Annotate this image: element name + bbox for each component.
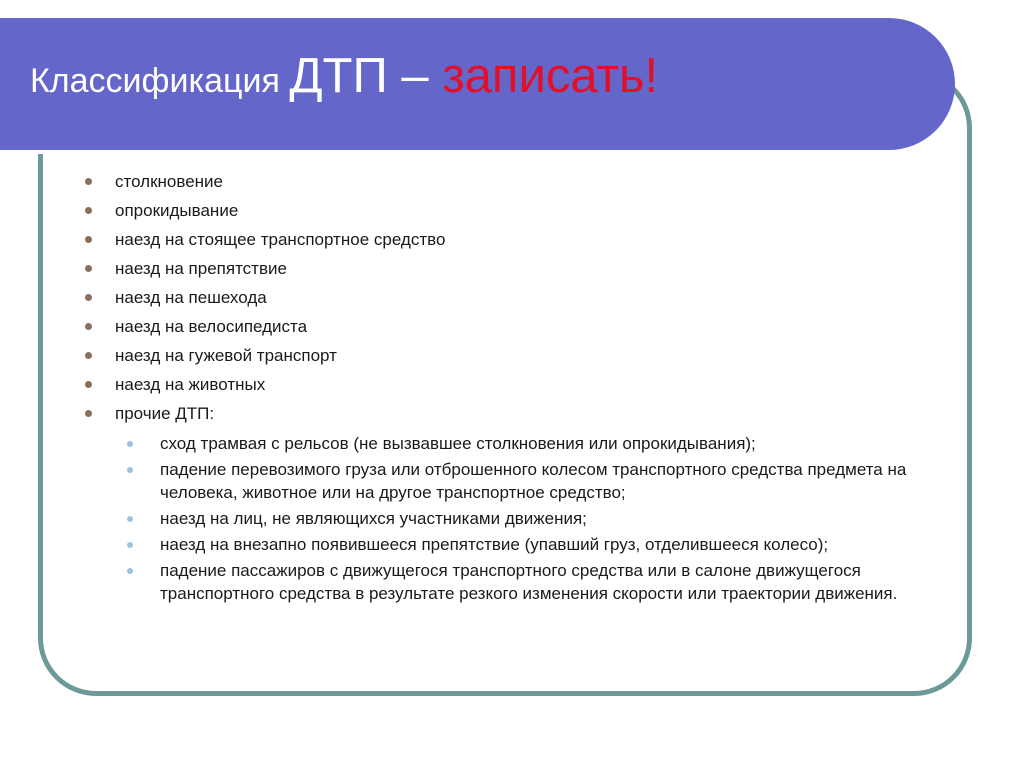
- list-item: [80, 254, 940, 283]
- title-accent: записать!: [442, 49, 659, 103]
- list-item: [80, 312, 940, 341]
- bullet-icon: [85, 352, 92, 359]
- slide-content: [80, 167, 940, 608]
- sublist-item-text: наезд на лиц, не являющихся участниками движения;: [160, 509, 587, 528]
- bullet-icon: [85, 207, 92, 214]
- sublist-item: [125, 507, 940, 530]
- bullet-icon: [85, 294, 92, 301]
- other-sublist: [125, 432, 940, 605]
- list-item-text: прочие ДТП:: [115, 404, 215, 423]
- bullet-icon: [85, 265, 92, 272]
- sub-bullet-icon: [127, 568, 133, 574]
- bullet-icon: [85, 381, 92, 388]
- list-item-text: наезд на животных: [115, 375, 266, 394]
- sublist-item: [125, 432, 940, 455]
- sublist-item-text: сход трамвая с рельсов (не вызвавшее столкновения или опрокидывания);: [160, 434, 756, 453]
- list-item: [80, 341, 940, 370]
- list-item: [80, 196, 940, 225]
- slide-title: [30, 49, 659, 103]
- list-item: [80, 370, 940, 399]
- list-item-text: опрокидывание: [115, 201, 239, 220]
- sub-bullet-icon: [127, 516, 133, 522]
- sub-bullet-icon: [127, 441, 133, 447]
- list-item: [80, 225, 940, 254]
- list-item-text: наезд на пешехода: [115, 288, 267, 307]
- title-main: Классификация: [30, 62, 290, 100]
- bullet-icon: [85, 178, 92, 185]
- list-item-text: наезд на велосипедиста: [115, 317, 308, 336]
- list-item-text: наезд на препятствие: [115, 259, 287, 278]
- bullet-icon: [85, 236, 92, 243]
- list-item-other: [80, 399, 940, 605]
- bullet-icon: [85, 410, 92, 417]
- bullet-icon: [85, 323, 92, 330]
- list-item: [80, 167, 940, 196]
- sublist-item-text: падение пассажиров с движущегося транспортного средства или в салоне движущегося транспортного средства в результате резкого изменения скорости или траектории движения.: [160, 561, 898, 603]
- list-item-text: столкновение: [115, 172, 224, 191]
- sub-bullet-icon: [127, 467, 133, 473]
- sublist-item-text: падение перевозимого груза или отброшенного колесом транспортного средства предмета на человека, животное или на другое транспортное средство;: [160, 460, 907, 502]
- list-item-text: наезд на стоящее транспортное средство: [115, 230, 446, 249]
- sublist-item: [125, 533, 940, 556]
- title-underline: [0, 150, 906, 154]
- title-dtp: ДТП –: [289, 49, 443, 103]
- sub-bullet-icon: [127, 542, 133, 548]
- sublist-item: [125, 559, 940, 605]
- list-item-text: наезд на гужевой транспорт: [115, 346, 337, 365]
- classification-list: [80, 167, 940, 605]
- sublist-item-text: наезд на внезапно появившееся препятствие (упавший груз, отделившееся колесо);: [160, 535, 829, 554]
- list-item: [80, 283, 940, 312]
- sublist-item: [125, 458, 940, 504]
